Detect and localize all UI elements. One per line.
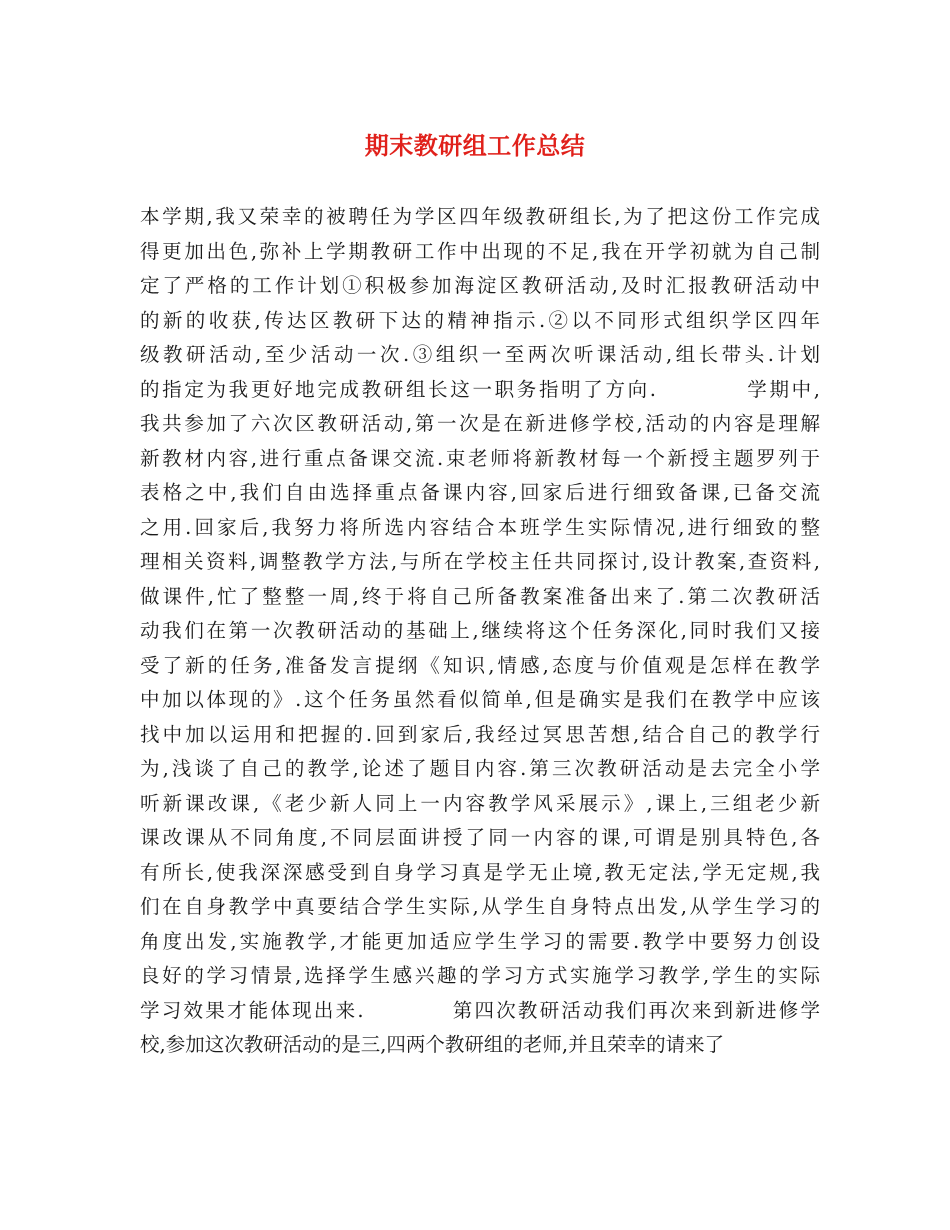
text-line: 校,参加这次教研活动的是三,四两个教研组的老师,并且荣幸的请来了 (140, 1033, 725, 1056)
text-line: 良好的学习情景,选择学生感兴趣的学习方式实施学习教学,学生的实际 (140, 964, 820, 987)
text-line: 有所长,使我深深感受到自身学习真是学无止境,教无定法,学无定规,我 (140, 860, 820, 884)
text-line: 学习效果才能体现出来. 第四次教研活动我们再次来到新进修学 (140, 998, 820, 1022)
text-line: 受了新的任务,准备发言提纲《知识,情感,态度与价值观是怎样在教学 (140, 653, 820, 677)
text-line: 为,浅谈了自己的教学,论述了题目内容.第三次教研活动是去完全小学 (140, 757, 820, 780)
text-line: 中加以体现的》.这个任务虽然看似简单,但是确实是我们在教学中应该 (140, 688, 820, 711)
text-line: 的新的收获,传达区教研下达的精神指示.②以不同形式组织学区四年 (140, 308, 820, 332)
body-paragraph (140, 200, 820, 1063)
text-line: 之用.回家后,我努力将所选内容结合本班学生实际情况,进行细致的整 (140, 515, 820, 539)
text-line: 定了严格的工作计划①积极参加海淀区教研活动,及时汇报教研活动中 (140, 274, 820, 297)
page-title: 期末教研组工作总结 (364, 131, 586, 160)
text-line: 表格之中,我们自由选择重点备课内容,回家后进行细致备课,已备交流 (140, 481, 820, 504)
text-line: 新教材内容,进行重点备课交流.束老师将新教材每一个新授主题罗列于 (140, 446, 820, 470)
text-line: 角度出发,实施教学,才能更加适应学生学习的需要.教学中要努力创设 (140, 929, 820, 953)
text-line: 们在自身教学中真要结合学生实际,从学生自身特点出发,从学生学习的 (140, 895, 820, 918)
text-line: 做课件,忙了整整一周,终于将自己所备教案准备出来了.第二次教研活 (140, 584, 820, 608)
text-line: 动我们在第一次教研活动的基础上,继续将这个任务深化,同时我们又接 (140, 619, 820, 642)
text-line: 得更加出色,弥补上学期教研工作中出现的不足,我在开学初就为自己制 (140, 239, 820, 263)
text-line: 课改课从不同角度,不同层面讲授了同一内容的课,可谓是别具特色,各 (140, 826, 820, 849)
text-line: 的指定为我更好地完成教研组长这一职务指明了方向. 学期中, (140, 377, 820, 401)
text-line: 本学期,我又荣幸的被聘任为学区四年级教研组长,为了把这份工作完成 (140, 205, 820, 228)
text-line: 听新课改课,《老少新人同上一内容教学风采展示》,课上,三组老少新 (140, 791, 820, 815)
text-line: 理相关资料,调整教学方法,与所在学校主任共同探讨,设计教案,查资料, (140, 550, 820, 573)
text-line: 找中加以运用和把握的.回到家后,我经过冥思苦想,结合自己的教学行 (140, 722, 820, 746)
text-line: 我共参加了六次区教研活动,第一次是在新进修学校,活动的内容是理解 (140, 412, 820, 435)
text-line: 级教研活动,至少活动一次.③组织一至两次听课活动,组长带头.计划 (140, 343, 820, 366)
